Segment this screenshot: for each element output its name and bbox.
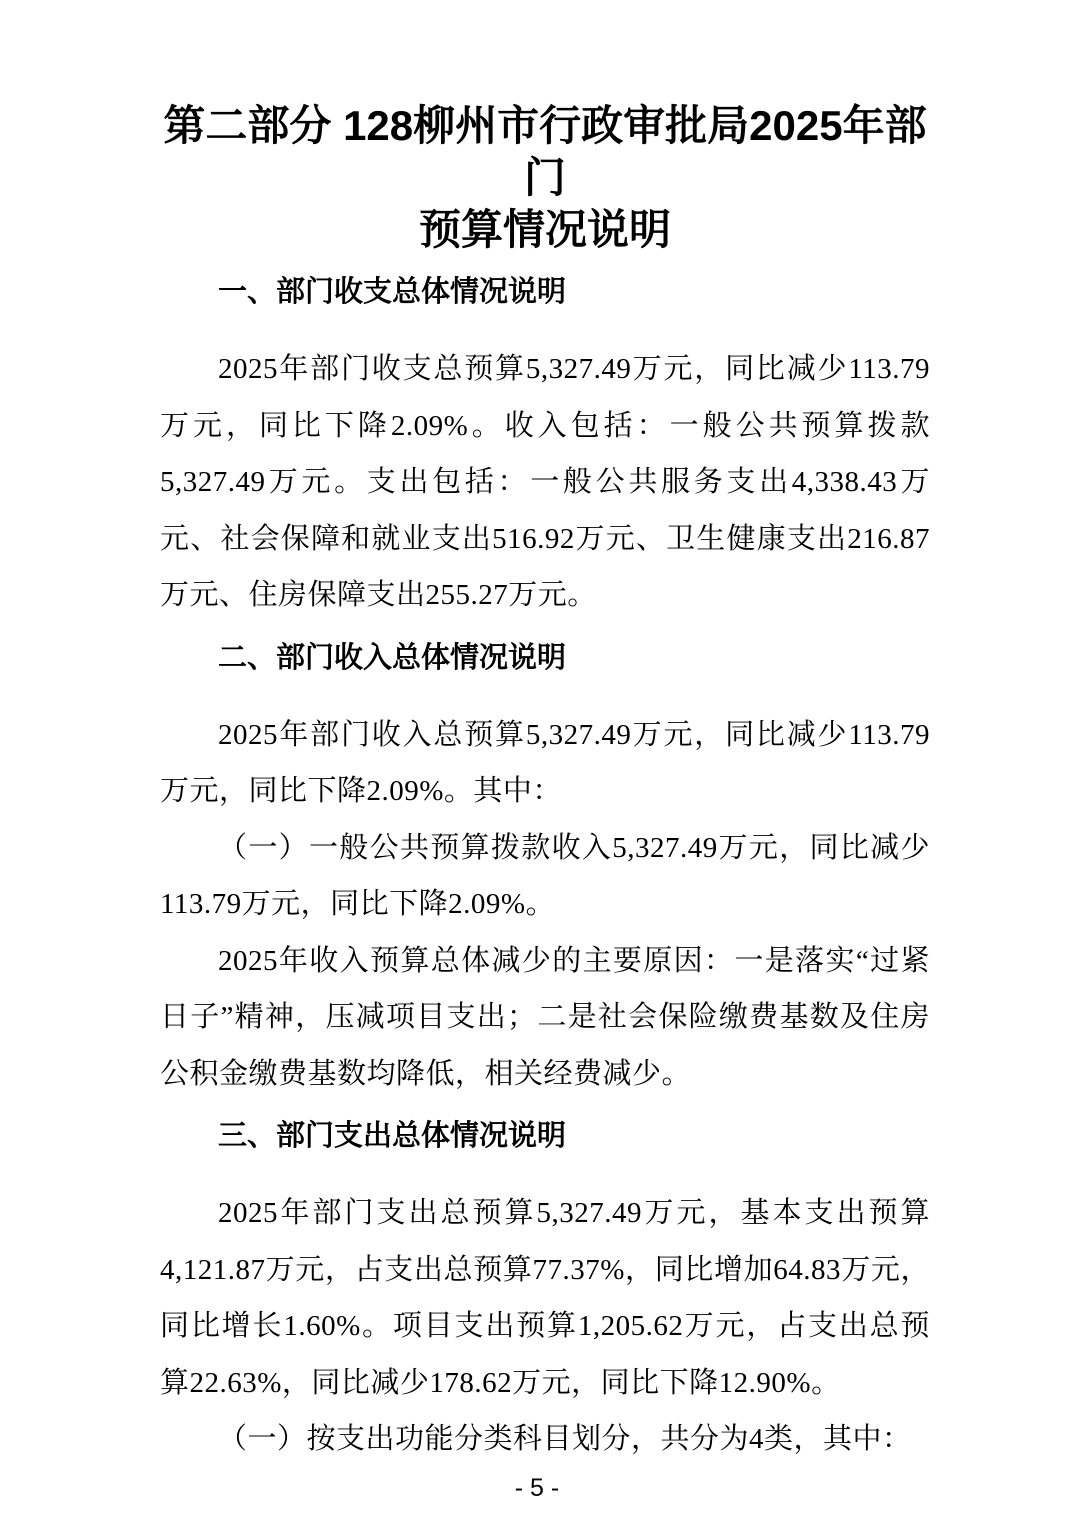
section-heading-expenditure-overview: 三、部门支出总体情况说明 xyxy=(218,1120,567,1152)
body-paragraph: 2025年收入预算总体减少的主要原因：一是落实“过紧日子”精神，压减项目支出；二是社会保险缴费基数及住房公积金缴费基数均降低，相关经费减少。 xyxy=(160,944,930,1090)
page-number: - 5 - xyxy=(514,1474,560,1502)
section-income-overview xyxy=(160,630,930,1103)
body-paragraph: （一）一般公共预算拨款收入5,327.49万元，同比减少113.79万元，同比下降2.09%。 xyxy=(160,831,930,920)
body-paragraph: （一）按支出功能分类科目划分，共分为4类，其中： xyxy=(218,1423,912,1455)
document-title-line-1: 第二部分 128柳州市行政审批局2025年部门 xyxy=(163,102,927,201)
section-expenditure-overview xyxy=(160,1108,930,1468)
document-title xyxy=(160,100,930,256)
section-revenue-expenditure-overview xyxy=(160,264,930,624)
body-paragraph: 2025年部门收入总预算5,327.49万元，同比减少113.79万元，同比下降2.09%。其中： xyxy=(160,718,930,807)
body-paragraph: 2025年部门支出总预算5,327.49万元，基本支出预算4,121.87万元，占支出总预算77.37%，同比增加64.83万元，同比增长1.60%。项目支出预算1,205.62万元，占支出总预算22.63%，同比减少178.62万元，同比下降12.90%。 xyxy=(160,1197,930,1399)
document-title-line-2: 预算情况说明 xyxy=(418,206,671,253)
section-heading-income-overview: 二、部门收入总体情况说明 xyxy=(218,641,567,674)
section-heading-revenue-expenditure-overview: 一、部门收支总体情况说明 xyxy=(218,276,567,308)
body-paragraph: 2025年部门收支总预算5,327.49万元，同比减少113.79万元，同比下降2.09%。收入包括：一般公共预算拨款5,327.49万元。支出包括：一般公共服务支出4,338.43万元、社会保障和就业支出516.92万元、卫生健康支出216.87万元、住房保障支出255.27万元。 xyxy=(160,353,930,611)
